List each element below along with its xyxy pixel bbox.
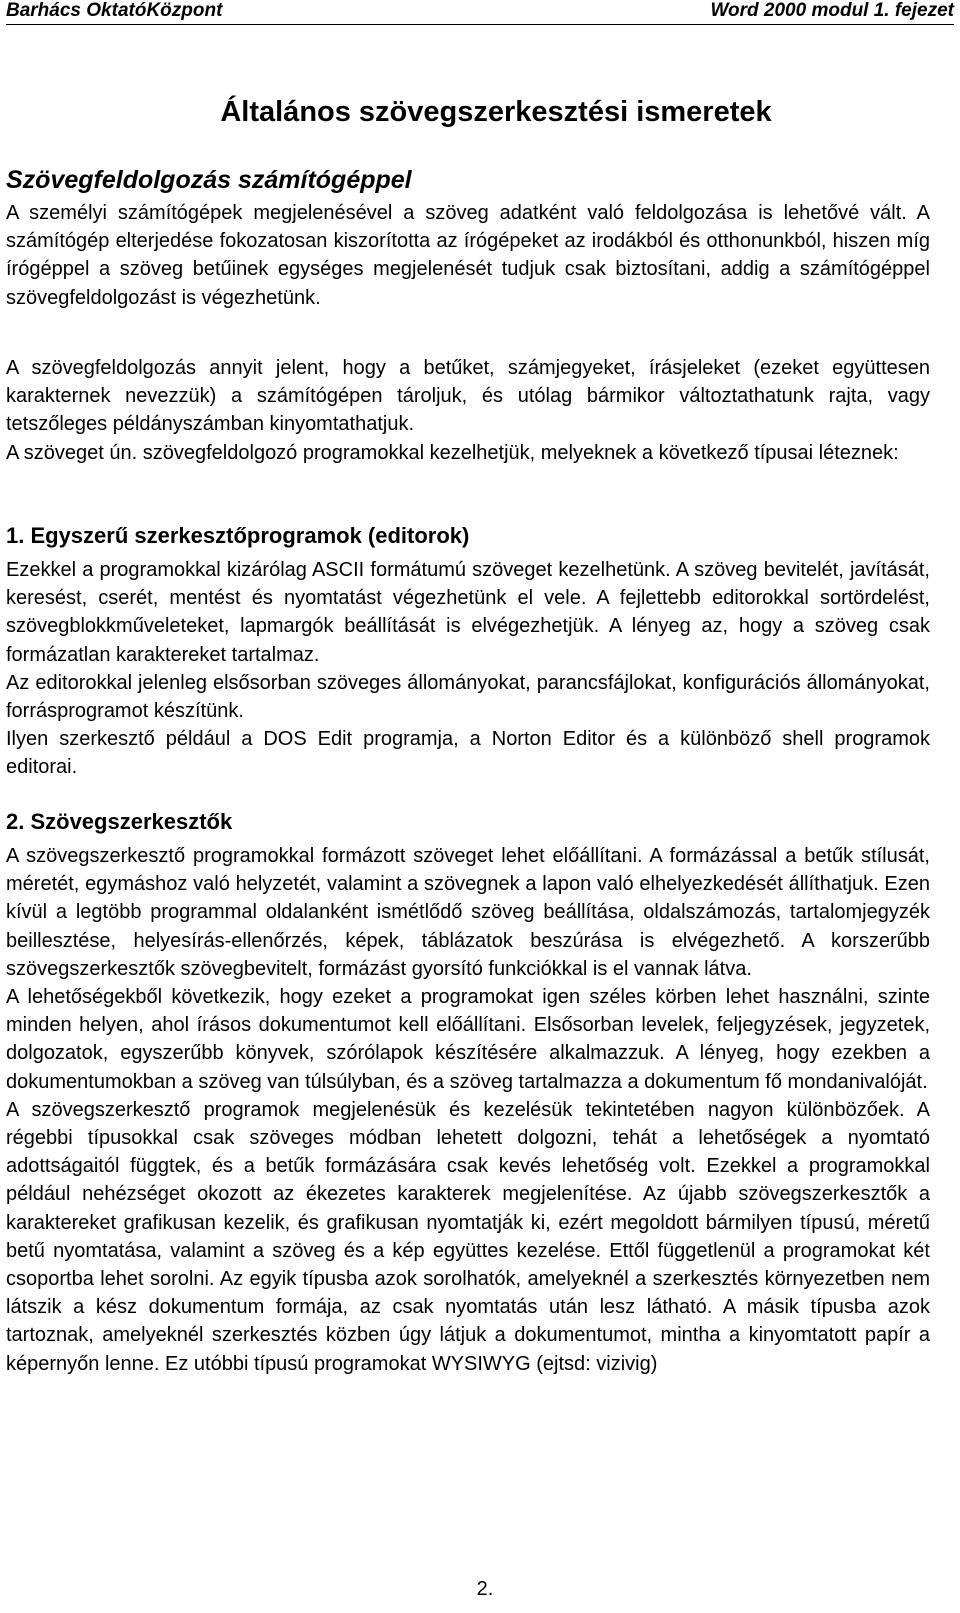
section-2-text-2: A lehetőségekből következik, hogy ezeket a programokat igen széles körben lehet használni, szinte minden helyen, ahol írásos dokumentumot kell előállítani. Elsősorban levelek, feljegyzések, jegyzetek, dolgozatok, egyszerűbb könyvek, szórólapok készítésére alkalmazzuk. A lényeg, hogy ezekben a dokumentumokban a szöveg van túlsúlyban, és a szöveg tartalmazza a dokumentum fő mondanivalóját. <box>6 986 930 1093</box>
intro-paragraph-1 <box>6 199 930 312</box>
intro-text-1: A személyi számítógépek megjelenésével a szöveg adatként való feldolgozása is lehetővé vált. A számítógép elterjedése fokozatosan kiszorította az írógépeket az irodákból és otthonunkból, hiszen míg írógéppel a szöveg betűinek egységes megjelenését tudjuk csak biztosítani, addig a számítógéppel szövegfeldolgozást is végezhetünk. <box>6 202 930 309</box>
section-2-text-1: A szövegszerkesztő programokkal formázott szöveget lehet előállítani. A formázással a betűk stílusát, méretét, egymáshoz való helyzetét, valamint a szövegnek a lapon való elhelyezkedését állíthatjuk. Ezen kívül a legtöbb programmal oldalanként ismétlődő szöveg beállítása, oldalszámozás, tartalomjegyzék beillesztése, helyesírás-ellenőrzés, képek, táblázatok beszúrása is elvégezhető. A korszerűbb szövegszerkesztők szövegbevitelt, formázást gyorsító funkciókkal is el vannak látva. <box>6 845 930 980</box>
section-1-text-1: Ezekkel a programokkal kizárólag ASCII formátumú szöveget kezelhetünk. A szöveg bevitelét, javítását, keresést, cserét, mentést és nyomtatást végezhetünk el vele. A fejlettebb editorokkal sortördelést, szövegblokkműveleteket, lapmargók beállítását is elvégezhetjük. A lényeg az, hogy a szöveg csak formázatlan karaktereket tartalmaz. <box>6 559 930 666</box>
section-2-text-3: A szövegszerkesztő programok megjelenésük és kezelésük tekintetében nagyon különbözőek. A régebbi típusokkal csak szöveges módban lehetett dolgozni, tehát a lehetőségek a nyomtató adottságaitól függtek, és a betűk formázására csak kevés lehetőség volt. Ezekkel a programokkal például nehézséget okozott az ékezetes karakterek megjelenítése. Az újabb szövegszerkesztők a karaktereket grafikusan kezelik, és grafikusan nyomtatják ki, ezért megoldott bármilyen típusú, méretű betű nyomtatása, valamint a szöveg és a kép együttes kezelése. Ettől függetlenül a programokat két csoportba lehet sorolni. Az egyik típusba azok sorolhatók, amelyeknél a szerkesztés környezetben nem látszik a kész dokumentum formája, az csak nyomtatás után lesz látható. A másik típusba azok tartoznak, amelyeknél szerkesztés közben úgy látjuk a dokumentumot, mintha a kinyomtatott papír a képernyőn lenne. Ez utóbbi típusú programokat WYSIWYG (ejtsd: vizivig) <box>6 1098 930 1375</box>
intro-text-2: A szövegfeldolgozás annyit jelent, hogy a betűket, számjegyeket, írásjeleket (ezeket együttesen karakternek nevezzük) a számítógépen tároljuk, és utólag bármikor változtathatunk rajta, vagy tetszőleges példányszámban kinyomtathatjuk. <box>6 357 930 436</box>
header-module: Word 2000 modul 1. fejezet <box>710 0 954 21</box>
section-2-body <box>6 842 930 1378</box>
document-title: Általános szövegszerkesztési ismeretek <box>220 96 772 128</box>
page-header <box>6 0 954 25</box>
intro-paragraph-2 <box>6 354 930 467</box>
section-1-heading: 1. Egyszerű szerkesztőprogramok (editorok) <box>6 523 470 548</box>
header-organization: Barhács OktatóKözpont <box>6 0 223 21</box>
section-1-text-3: Ilyen szerkesztő például a DOS Edit programja, a Norton Editor és a különböző shell programok editorai. <box>6 728 930 779</box>
section-2-heading: 2. Szövegszerkesztők <box>6 809 233 834</box>
page-number: 2. <box>476 1578 494 1600</box>
section-1-text-2: Az editorokkal jelenleg elsősorban szöveges állományokat, parancsfájlokat, konfigurációs állományokat, forrásprogramot készítünk. <box>6 671 930 723</box>
section-1-body <box>6 556 930 782</box>
section-subtitle: Szövegfeldolgozás számítógéppel <box>6 166 412 194</box>
intro-text-3: A szöveget ún. szövegfeldolgozó programokkal kezelhetjük, melyeknek a következő típusai léteznek: <box>6 441 899 464</box>
